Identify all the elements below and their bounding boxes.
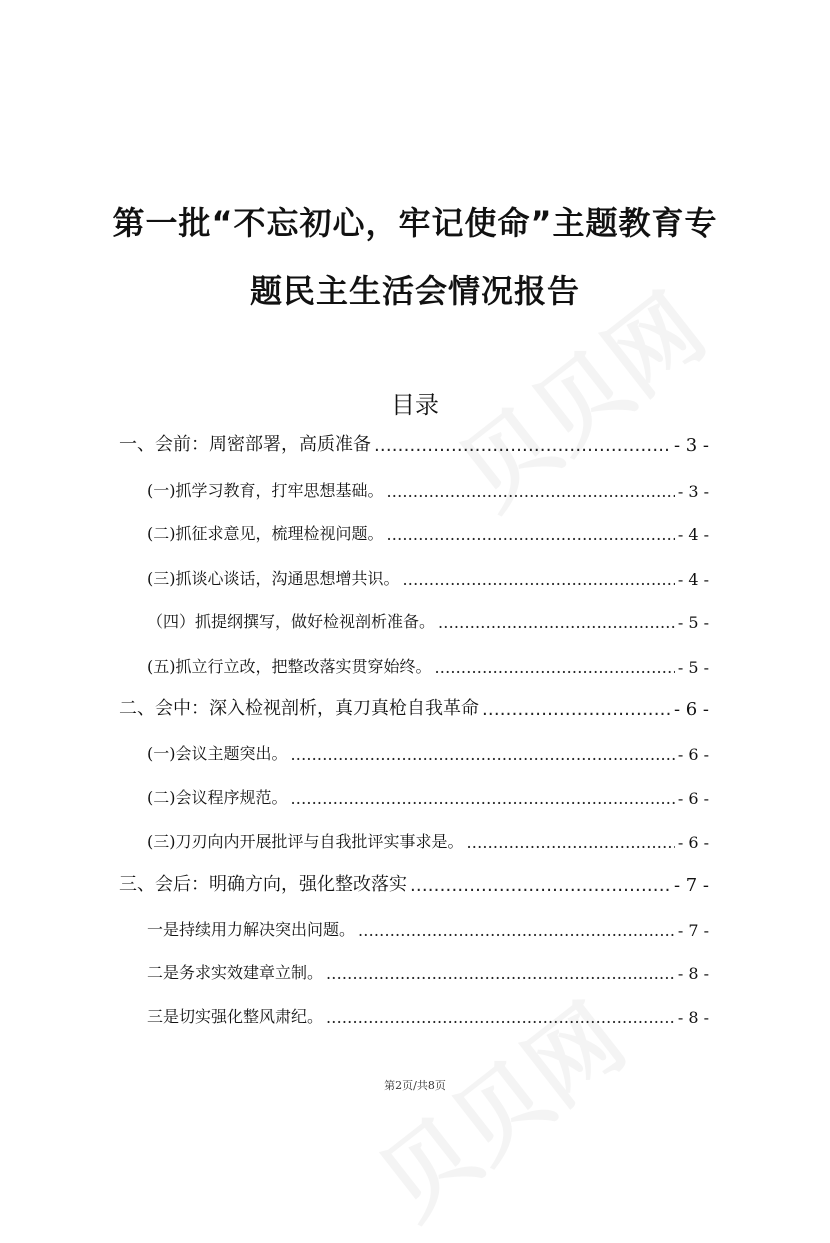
toc-entry[interactable]	[147, 516, 709, 544]
toc-entry[interactable]	[147, 999, 709, 1027]
toc-entry-label: 三是切实强化整风肃纪。	[147, 1007, 324, 1026]
toc-dot-leader	[403, 570, 675, 589]
toc-entry-page: - 5 -	[677, 613, 709, 632]
toc-dot-leader	[374, 435, 671, 456]
toc-entry-page: - 8 -	[677, 1008, 709, 1027]
document-title-line-2: 题民主生活会情况报告	[249, 272, 580, 310]
toc-entry-page: - 7 -	[673, 875, 709, 896]
toc-entry-label: (三)刀刃向内开展批评与自我批评实事求是。	[147, 832, 464, 851]
toc-entry-label: (二)抓征求意见，梳理检视问题。	[147, 524, 384, 543]
toc-entry[interactable]	[147, 955, 709, 983]
toc-entry[interactable]	[147, 561, 709, 589]
toc-entry-label: 一是持续用力解决突出问题。	[147, 920, 356, 939]
toc-entry-label: (一)抓学习教育，打牢思想基础。	[147, 481, 384, 500]
toc-heading: 目录	[391, 391, 439, 419]
toc-entry[interactable]	[147, 912, 709, 940]
toc-entry-label: (三)抓谈心谈话，沟通思想增共识。	[147, 569, 400, 588]
toc-entry-page: - 5 -	[677, 658, 709, 677]
toc-entry-page: - 3 -	[673, 435, 709, 456]
page-footer: 第2页/共8页	[384, 1079, 446, 1092]
toc-entry-page: - 4 -	[677, 570, 709, 589]
toc-entry-label: 一、会前：周密部署，高质准备	[119, 434, 371, 455]
toc-entry[interactable]	[147, 780, 709, 808]
toc-entry-section-2[interactable]	[119, 692, 709, 720]
toc-dot-leader	[326, 1008, 675, 1027]
toc-entry-section-1[interactable]	[119, 428, 709, 456]
toc-dot-leader	[387, 482, 675, 501]
document-title-line-1: 第一批“不忘初心，牢记使命”主题教育专	[112, 204, 718, 242]
toc-entry[interactable]	[147, 736, 709, 764]
toc-entry-page: - 3 -	[677, 482, 709, 501]
toc-dot-leader	[358, 921, 675, 940]
toc-entry-page: - 7 -	[677, 921, 709, 940]
toc-entry-page: - 6 -	[677, 745, 709, 764]
toc-entry-page: - 4 -	[677, 525, 709, 544]
toc-entry-page: - 6 -	[673, 699, 709, 720]
toc-entry[interactable]	[147, 649, 709, 677]
toc-entry-label: （四）抓提纲撰写，做好检视剖析准备。	[147, 612, 436, 631]
toc-entry[interactable]	[147, 604, 709, 632]
toc-dot-leader	[387, 525, 675, 544]
toc-entry-label: 二是务求实效建章立制。	[147, 963, 324, 982]
toc-entry[interactable]	[147, 824, 709, 852]
toc-entry[interactable]	[147, 473, 709, 501]
toc-entry-label: 二、会中：深入检视剖析，真刀真枪自我革命	[119, 698, 479, 719]
toc-entry-label: (五)抓立行立改，把整改落实贯穿始终。	[147, 657, 432, 676]
toc-entry-label: (一)会议主题突出。	[147, 744, 288, 763]
toc-dot-leader	[435, 658, 675, 677]
toc-dot-leader	[291, 789, 675, 808]
toc-entry-page: - 6 -	[677, 833, 709, 852]
toc-entry-label: 三、会后：明确方向，强化整改落实	[119, 874, 407, 895]
toc-dot-leader	[438, 613, 675, 632]
toc-entry-page: - 6 -	[677, 789, 709, 808]
toc-dot-leader	[467, 833, 675, 852]
toc-dot-leader	[482, 699, 671, 720]
toc-entry-section-3[interactable]	[119, 868, 709, 896]
toc-entry-label: (二)会议程序规范。	[147, 788, 288, 807]
toc-entry-page: - 8 -	[677, 964, 709, 983]
toc-dot-leader	[410, 875, 671, 896]
toc-dot-leader	[326, 964, 675, 983]
toc-dot-leader	[291, 745, 675, 764]
